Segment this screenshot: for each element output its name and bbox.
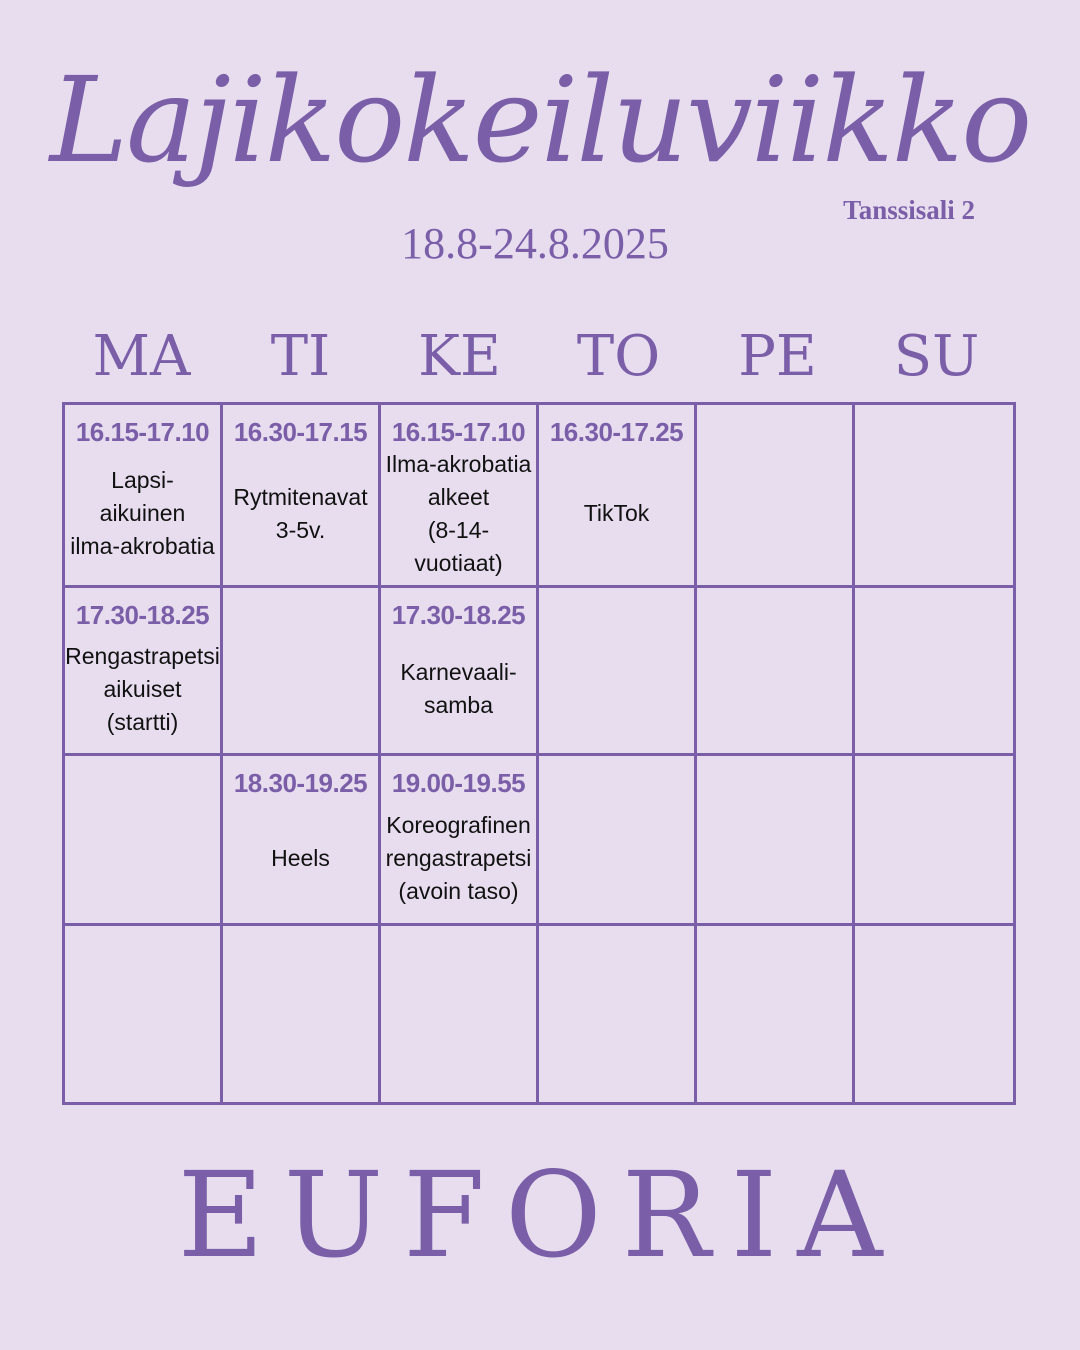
class-name: Ilma-akrobatia alkeet (8-14-vuotiaat) bbox=[385, 451, 532, 576]
schedule-cell bbox=[381, 756, 539, 926]
class-name bbox=[930, 938, 938, 1102]
schedule-cell bbox=[855, 756, 1013, 926]
schedule-cell bbox=[65, 588, 223, 756]
schedule-cell bbox=[697, 405, 855, 588]
class-name bbox=[771, 768, 779, 923]
schedule-cell bbox=[381, 588, 539, 756]
brand-name: EUFORIA bbox=[177, 1146, 903, 1284]
schedule-cell bbox=[697, 756, 855, 926]
class-name bbox=[297, 600, 305, 753]
class-time: 16.15-17.10 bbox=[75, 417, 210, 447]
schedule-cell bbox=[65, 926, 223, 1102]
schedule-cell bbox=[855, 405, 1013, 588]
class-name: Rytmitenavat 3-5v. bbox=[233, 483, 368, 543]
schedule-cell bbox=[223, 405, 381, 588]
schedule-cell bbox=[223, 926, 381, 1102]
day-label-ma: MA bbox=[92, 324, 191, 389]
class-name: TikTok bbox=[583, 500, 650, 526]
class-name bbox=[297, 938, 305, 1102]
class-time: 16.30-17.25 bbox=[549, 417, 684, 447]
class-time: 17.30-18.25 bbox=[75, 600, 210, 630]
class-time: 16.30-17.15 bbox=[233, 417, 368, 447]
class-name: Karnevaali- samba bbox=[400, 659, 517, 718]
class-name bbox=[930, 417, 938, 585]
venue-label: Tanssisali 2 bbox=[843, 195, 975, 225]
class-name bbox=[139, 938, 147, 1102]
weekday-header bbox=[62, 322, 1016, 392]
class-name: Heels bbox=[271, 844, 330, 871]
class-name bbox=[930, 600, 938, 753]
schedule-cell bbox=[855, 926, 1013, 1102]
class-name: Koreografinen rengastrapetsi (avoin taso) bbox=[385, 811, 532, 904]
class-time: 19.00-19.55 bbox=[391, 768, 526, 798]
schedule-cell bbox=[539, 588, 697, 756]
schedule-cell bbox=[65, 405, 223, 588]
class-time: 18.30-19.25 bbox=[233, 768, 368, 798]
day-label-ti: TI bbox=[270, 324, 331, 389]
class-time: 17.30-18.25 bbox=[391, 600, 526, 630]
schedule-cell bbox=[381, 405, 539, 588]
schedule-cell bbox=[697, 926, 855, 1102]
page-title: Lajikokeiluviikko bbox=[49, 51, 1031, 189]
day-label-su: SU bbox=[893, 324, 980, 389]
class-name bbox=[771, 938, 779, 1102]
class-name bbox=[455, 938, 463, 1102]
schedule-cell bbox=[539, 405, 697, 588]
class-name: Rengastrapetsi aikuiset (startti) bbox=[65, 642, 220, 735]
class-name bbox=[613, 768, 621, 923]
schedule-cell bbox=[381, 926, 539, 1102]
schedule-cell bbox=[223, 756, 381, 926]
class-name bbox=[613, 938, 621, 1102]
class-name: Lapsi-aikuinen ilma-akrobatia bbox=[70, 467, 215, 559]
schedule-cell bbox=[855, 588, 1013, 756]
class-time: 16.15-17.10 bbox=[391, 417, 526, 447]
date-range: 18.8-24.8.2025 bbox=[401, 219, 669, 268]
class-name bbox=[771, 417, 779, 585]
schedule-grid bbox=[62, 402, 1016, 1105]
class-name bbox=[139, 768, 147, 923]
schedule-cell bbox=[65, 756, 223, 926]
class-name bbox=[771, 600, 779, 753]
class-name bbox=[930, 768, 938, 923]
schedule-cell bbox=[539, 756, 697, 926]
day-label-pe: PE bbox=[738, 324, 817, 389]
schedule-cell bbox=[223, 588, 381, 756]
schedule-cell bbox=[539, 926, 697, 1102]
day-label-ke: KE bbox=[418, 324, 501, 389]
class-name bbox=[613, 600, 621, 753]
schedule-cell bbox=[697, 588, 855, 756]
day-label-to: TO bbox=[576, 324, 661, 389]
